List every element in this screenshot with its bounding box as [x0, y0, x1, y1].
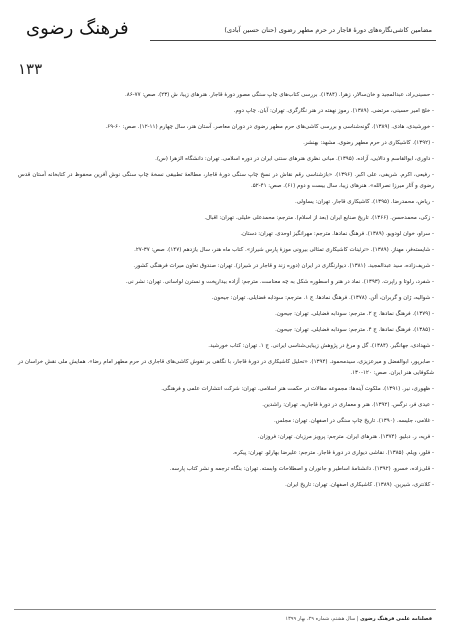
reference-item: - (۱۳۹۲). کاشیکاری در حرم مطهر رضوی. مشهد: بهنشر. — [303, 140, 434, 146]
reference-item: - صابرپور، ابوالفضل و میرعزیزی، سیدمحمود. (۱۳۹۴). «تحلیل کاشیکاری در دورۀ قاجار، با نگاهی بر نقوش کاشی‌های قاجاری در حرم مطهر امام رضا». همایش ملی نقش خراسان در شکوفایی هنر ایران. صص: ۱۲۰-۱۳۰. — [18, 359, 434, 376]
footer-separator: | — [355, 616, 359, 622]
footer-journal-name: فصلنامه علمی فرهنگ رضوی — [360, 616, 432, 622]
footer-divider — [14, 609, 436, 610]
page-number: ۱۳۳ — [18, 60, 43, 78]
reference-item: - عیدی فر، نرگس. (۱۳۹۲). هنر و معماری در دورۀ قاجاریه. تهران: راشدین. — [262, 402, 434, 408]
reference-item: - شوالیه، ژان و گربران، آلن. (۱۳۷۸). فرهنگ نمادها. ج ۱. مترجم: سودابه فضایلی. تهران: جیحون. — [211, 295, 434, 301]
reference-item: - فلور، ویلم. (۱۳۸۵). نقاشی دیواری در دورۀ قاجار. مترجم: علیرضا بهارلو. تهران: پیکره. — [232, 450, 434, 456]
reference-item: - خورشیدی، هادی. (۱۳۸۹). گونه‌شناسی و بررسی کاشی‌های حرم مطهر رضوی در دوران معاصر. آستان هنر، سال چهارم (۱۱-۱۲). صص: ۶۰-۶۹. — [105, 124, 434, 130]
reference-item: - شریف‌زاده، سید عبدالمجید. (۱۳۸۱). دیوارنگاری در ایران (دوره زند و قاجار در شیراز). تهران: صندوق تعاون میراث فرهنگی کشور. — [133, 263, 434, 269]
header-divider — [150, 40, 436, 41]
reference-item: - شهدادی، جهانگیر. (۱۳۸۴). گل و مرغ در پژوهش زیبایی‌شناسی ایرانی. ج ۱. تهران: کتاب خورشید. — [208, 343, 434, 349]
reference-item: - (۱۳۷۹). فرهنگ نمادها. ج ۲. مترجم: سودابه فضایلی. تهران: جیحون. — [275, 311, 434, 317]
reference-item: - زکی، محمدحسن. (۱۳۶۶). تاریخ صنایع ایران (بعد از اسلام). مترجم: محمدعلی خلیلی. تهران: اقبال. — [204, 215, 434, 221]
reference-item: - خلج امیر حسینی، مرتضی. (۱۳۸۹). رموز نهفته در هنر نگارگری. تهران: آبان. چاپ دوم. — [233, 108, 434, 114]
journal-logo-text: فرهنگ رضوی — [26, 18, 129, 39]
running-header: مضامین کاشی‌نگاره‌های دورۀ قاجار در حرم مطهر رضوی (حنان حسین آبادی) — [224, 26, 432, 34]
reference-item: - (۱۳۸۵). فرهنگ نمادها. ج ۴. مترجم: سودابه فضایلی. تهران: جیحون. — [275, 327, 434, 333]
reference-item: - فریه، ر. دبلیو. (۱۳۷۴). هنرهای ایران. مترجم: پرویز مرزبان. تهران: فروزان. — [257, 434, 434, 440]
reference-item: - حسینی‌راد، عبدالمجید و خان‌سالار، زهرا. (۱۳۸۴). بررسی کتاب‌های چاپ سنگی مصور دورۀ قاجار. هنرهای زیبا، ش (۲۳). صص: ۷۷-۸۶. — [124, 92, 434, 98]
reference-item: - قلی‌زاده، خسرو. (۱۳۹۲). دانشنامۀ اساطیر و جانوران و اصطلاحات وابسته. تهران: بنگاه ترجمه و نشر کتاب پارسه. — [169, 466, 434, 472]
reference-item: - کلانتری، شیرین. (۱۳۸۹). کاشیکاری اصفهان. تهران: تاریخ ایران. — [285, 482, 434, 488]
reference-item: - ظهوری، نیر. (۱۳۹۱). ملکوت آینه‌ها: مجموعه مقالات در حکمت هنر اسلامی. تهران: شرکت انتشارات علمی و فرهنگی. — [161, 386, 434, 392]
reference-item: - شفرد، رلوتا و راپرت. (۱۳۹۳). نماد در هنر و اسطوره شکل به چه معناست. مترجم: آزاده بیدارپخت و نسترن لواسانی. تهران: نشر نی. — [125, 279, 434, 285]
footer-issue: سال هشتم، شماره ۲۹، بهار ۱۳۹۹ — [285, 616, 356, 622]
references-list — [18, 90, 434, 496]
reference-item: - غلامی، جلیسه. (۱۳۹۰). تاریخ چاپ سنگی در اصفهان. تهران: مجلس. — [273, 418, 434, 424]
page-footer — [285, 616, 432, 622]
reference-item: - سراو، خوان لودویو. (۱۳۸۹). فرهنگ نمادها. مترجم: مهرانگیز اوحدی. تهران: دستان. — [240, 231, 434, 237]
reference-item: - داوری، ابوالقاسم و دالایی، آزاده. (۱۳۹۵). مبانی نظری هنرهای سنتی ایران در دوره اسلامی. تهران: دانشگاه الزهرا (س). — [155, 156, 434, 162]
journal-logo — [20, 16, 130, 50]
reference-item: - شایسته‌فر، مهناز. (۱۳۸۹). «ترئینات کاشیکاری تمثالی بیرونی موزۀ پارس شیراز». کتاب ماه هنر، سال یازدهم (۱۴۷). صص: ۳۷-۲۷. — [134, 247, 434, 253]
reference-item: - رياض، محمدرضا. (۱۳۹۵). کاشیکاری قاجار. تهران: یساولی. — [294, 199, 434, 205]
reference-item: - رفیعی، اکرم. شریفی، علی اکبر. (۱۳۹۶). «بازشناسی رقم نقاش در نسخ چاپ سنگی دورۀ قاجار، مطالعۀ تطبیقی نسخۀ چاپ سنگی نوش آفرین محفوظ در کتابخانه آستان قدس رضوی و آثار میرزا نصرالله». هنرهای زیبا، سال بیست و دوم (۶۱). صص: ۴۱-۵۲. — [18, 172, 434, 189]
